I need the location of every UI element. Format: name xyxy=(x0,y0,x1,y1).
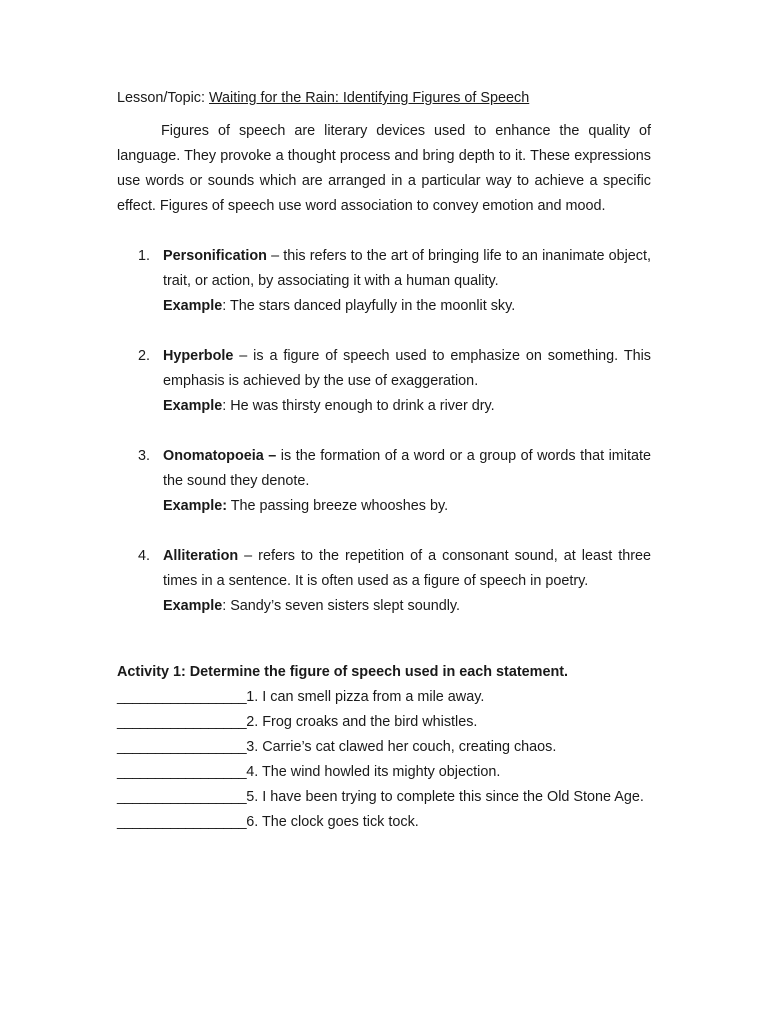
figure-definition: – is a figure of speech used to emphasize on something. This emphasis is achieved by the use of exaggeration. xyxy=(163,348,651,389)
question-text: 6. The clock goes tick tock. xyxy=(246,814,419,830)
figure-item xyxy=(117,544,651,619)
figure-term: Personification xyxy=(163,248,267,264)
example-separator: : xyxy=(222,298,230,314)
example-separator: : xyxy=(222,598,231,614)
activity-title: Activity 1: Determine the figure of speech used in each statement. xyxy=(117,664,569,680)
lesson-title: Waiting for the Rain: Identifying Figures of Speech xyxy=(209,90,530,106)
example-separator: : xyxy=(222,398,231,414)
figure-item xyxy=(117,344,651,419)
figure-number: 4. xyxy=(138,548,151,564)
activity-question xyxy=(117,710,651,735)
figure-number: 3. xyxy=(138,448,151,464)
activity-question xyxy=(117,785,651,810)
example-text: The passing breeze whooshes by. xyxy=(230,498,449,514)
answer-blank: _________________ xyxy=(117,764,247,780)
question-text: 5. I have been trying to complete this since the Old Stone Age. xyxy=(246,789,644,805)
figure-term: Onomatopoeia – xyxy=(163,448,277,464)
figure-description xyxy=(163,244,651,294)
figure-number: 1. xyxy=(138,248,151,264)
activity-section xyxy=(117,660,651,835)
activity-question xyxy=(117,810,651,835)
intro-paragraph: Figures of speech are literary devices used to enhance the quality of language. They provoke a thought process and bring depth to it. These expressions use words or sounds which are arranged in a particular way to achieve a specific effect. Figures of speech use word association to convey emotion and mood. xyxy=(117,123,651,214)
question-text: 4. The wind howled its mighty objection. xyxy=(246,764,501,780)
figure-definition: is the formation of a word or a group of words that imitate the sound they denote. xyxy=(163,448,651,489)
figure-number: 2. xyxy=(138,348,151,364)
question-text: 1. I can smell pizza from a mile away. xyxy=(246,689,485,705)
question-text: 2. Frog croaks and the bird whistles. xyxy=(246,714,478,730)
example-text: Sandy’s seven sisters slept soundly. xyxy=(230,598,461,614)
activity-question xyxy=(117,685,651,710)
figure-example xyxy=(163,494,651,519)
figure-description xyxy=(163,344,651,394)
example-label: Example: xyxy=(163,498,227,514)
example-label: Example xyxy=(163,298,223,314)
question-text: 3. Carrie’s cat clawed her couch, creating chaos. xyxy=(246,739,557,755)
answer-blank: _________________ xyxy=(117,689,247,705)
figure-term: Alliteration xyxy=(163,548,239,564)
example-text: The stars danced playfully in the moonlit sky. xyxy=(229,298,516,314)
figure-example xyxy=(163,394,651,419)
activity-question xyxy=(117,735,651,760)
figure-definition: – this refers to the art of bringing life to an inanimate object, trait, or action, by associating it with a human quality. xyxy=(163,248,651,289)
answer-blank: _________________ xyxy=(117,789,247,805)
lesson-topic xyxy=(117,86,651,111)
answer-blank: _________________ xyxy=(117,814,247,830)
figure-item xyxy=(117,444,651,519)
figure-example xyxy=(163,594,651,619)
figure-example xyxy=(163,294,651,319)
figures-list xyxy=(117,244,651,619)
example-label: Example xyxy=(163,398,223,414)
example-text: He was thirsty enough to drink a river dry. xyxy=(230,398,495,414)
figure-item xyxy=(117,244,651,319)
figure-term: Hyperbole xyxy=(163,348,234,364)
figure-description xyxy=(163,444,651,494)
example-label: Example xyxy=(163,598,223,614)
answer-blank: _________________ xyxy=(117,714,247,730)
figure-definition: – refers to the repetition of a consonant sound, at least three times in a sentence. It is often used as a figure of speech in poetry. xyxy=(163,548,651,589)
activity-question xyxy=(117,760,651,785)
figure-description xyxy=(163,544,651,594)
document-content xyxy=(117,86,651,835)
answer-blank: _________________ xyxy=(117,739,247,755)
lesson-label: Lesson/Topic: xyxy=(117,90,209,106)
